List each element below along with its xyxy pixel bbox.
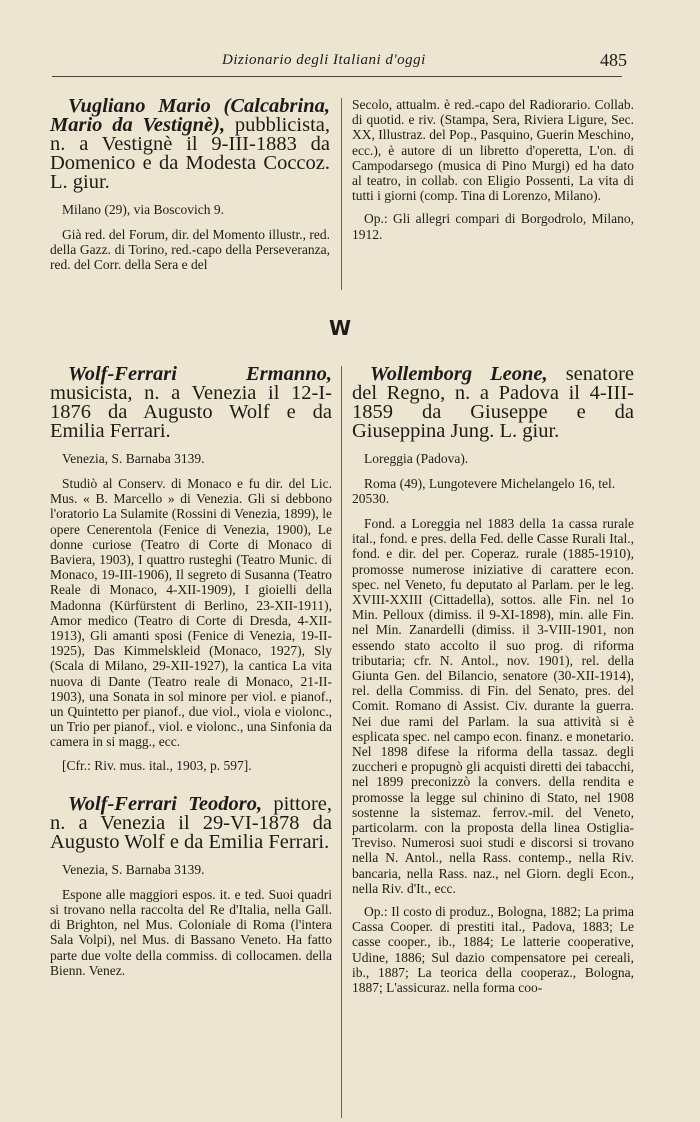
entry-works: Op.: Il costo di produz., Bologna, 1882; La prima Cassa Cooper. di prestiti ital., Padova, 1883; Le casse cooper., ib., 1884; Le latterie cooperative, Udine, 1886; Sul dazio compensatore pei cereali, ib., 1887; La teorica della cooperaz., Bologna, 1887; L'assicuraz. nella forma coo- bbox=[352, 904, 634, 996]
entry-vugliano-continued bbox=[352, 97, 634, 250]
entry-intro: senatore del Regno, n. a Padova il 4-III-1859 da Giuseppe e da Giuseppina Jung. L. giur. bbox=[352, 363, 634, 442]
entry-intro: pubblicista, n. a Vestignè il 9-III-1883 da Domenico e da Modesta Coccoz. L. giur. bbox=[50, 114, 330, 193]
entry-intro: pittore, n. a Venezia il 29-VI-1878 da Augusto Wolf e da Emilia Ferrari. bbox=[50, 792, 332, 853]
entry-body: Espone alle maggiori espos. it. e ted. Suoi quadri si trovano nella raccolta del Re d'Italia, nella Gall. di Brighton, nel Mus. Coloniale di Roma (l'intera Sala Volpi), nel Mus. di Bassano Veneto. Ha fatto parte due volte della commiss. di collocamen. della Bienn. Venez. bbox=[50, 886, 332, 978]
entry-heading bbox=[50, 365, 332, 441]
entry-address: Roma (49), Lungotevere Michelangelo 16, tel. 20530. bbox=[352, 476, 616, 506]
entry-name: Wolf-Ferrari Teodoro, bbox=[68, 792, 263, 815]
entry-address: Venezia, S. Barnaba 3139. bbox=[62, 451, 205, 466]
entry-wolf-ermanno bbox=[50, 365, 332, 773]
column-divider bbox=[341, 366, 342, 1118]
entry-heading bbox=[50, 792, 332, 853]
entry-address: Loreggia (Padova). bbox=[364, 451, 469, 466]
entry-body: Studiò al Conserv. di Monaco e fu dir. del Lic. Mus. « B. Marcello » di Venezia. Gli si debbono l'oratorio La Sulamite (Rossini di Venezia, 1899), le opere Cenerentola (Fenice di Venezia, 1900), Le donne curiose (Teatro di Corte di Monaco di Baviera, 1903), I quattro rusteghi (Teatro Munic. di Monaco, 19-III-1906), Il segreto di Susanna (Teatro Reale di Monaco, 4-XII-1909), I gioielli della Madonna (Kürfürstent di Berlino, 23-XII-1911), Amor medico (Teatro di Corte di Dresda, 4-XII-1913), Gli amanti sposi (Fenice di Venezia, 19-II-1925), Das Kimmelskleid (Monaco, 1927), Sly (Scala di Milano, 29-XII-1927), la cantica La vita nuova di Dante (Teatro reale di Monaco, 21-II-1903), una Sonata in sol minore per viol. e pianof., un Quintetto per pianof., due viol., viola e violonc., un Trio per pianof., viol. e violonc., una Sinfonia da camera in si magg., ecc. bbox=[50, 476, 332, 750]
running-head bbox=[0, 0, 700, 82]
column-divider bbox=[341, 98, 342, 290]
page-number: 485 bbox=[600, 50, 627, 70]
entry-body: Fond. a Loreggia nel 1883 della 1a cassa rurale ital., fond. e pres. della Fed. delle Casse Rurali Ital., fond. e dir. del per. Coperaz. rurale (1885-1910), promosse numerose iniziative di carattere econ. spec. nel Veneto, fu deputato al Parlam. per le leg. XVIII-XXIII (Cittadella), sottos. alle Fin. nel 1o Min. Pelloux (dimiss. il 9-XI-1898), min. alle Fin. nel Min. Zanardelli (dimiss. il 3-VIII-1901, non essendo stato accolto il suo prog. di riforma tributaria; cfr. N. Antol., nov. 1901), rel. della Giunta Gen. del Bilancio, senatore (30-XII-1914), rel. della Commiss. di Fin. del Senato, pres. del Comit. Romano di Assist. Civ. durante la guerra. Nei due rami del Parlam. la sua attività si è esplicata spec. nel campo econ. finanz. e monetario. Nel 1898 difese la riforma della tassaz. degli zuccheri e propugnò gli acquisti diretti dei tabacchi, nel 1899 preconizzò la convers. della rendita e promosse la legge sul chinino di Stato, nel 1908 sostenne la sistemaz. ferrov.-mil. del Veneto, particolarm. con la proposta della linea Ostiglia-Treviso. Numerosi suoi studi e discorsi si trovano nella N. Antol., nella Rass. contemp., nella Riv. bancaria, nella Rass. naz., nel Giorn. degli Econ., nella Riv. d'It., ecc. bbox=[352, 516, 634, 896]
entry-body: Già red. del Forum, dir. del Momento illustr., red. della Gazz. di Torino, red.-capo della Perseveranza, red. del Corr. della Sera e del bbox=[50, 227, 330, 273]
entry-address: Milano (29), via Boscovich 9. bbox=[62, 202, 224, 217]
entry-body-continued: Secolo, attualm. è red.-capo del Radiorario. Collab. di quotid. e riv. (Stampa, Sera, Riviera Ligure, Sec. XX, Illustraz. del Pop., Pasquino, Guerin Meschino, ecc.), è autore di un libretto d'operetta, L'on. di Campodarsego (musica di Pino Murgi) ed ha dato al teatro, in collab. con Eligio Possenti, La vita di tutti i giorni (comp. Tina di Lorenzo, Milano). bbox=[352, 97, 634, 204]
entry-vugliano bbox=[50, 97, 330, 281]
entry-wolf-teodoro bbox=[50, 792, 332, 978]
left-column bbox=[50, 365, 332, 986]
header-rule bbox=[52, 76, 622, 77]
entry-name: Vugliano Mario (Calcabrina, Mario da Vestignè), bbox=[50, 95, 330, 136]
running-head-title: Dizionario degli Italiani d'oggi bbox=[222, 52, 426, 68]
entry-heading bbox=[50, 97, 330, 192]
entry-works: Op.: Gli allegri compari di Borgodrolo, Milano, 1912. bbox=[352, 211, 634, 242]
entry-name: Wollemborg Leone, bbox=[370, 363, 548, 385]
entry-heading bbox=[352, 365, 634, 441]
entry-wollemborg bbox=[352, 365, 634, 1003]
entry-address: Venezia, S. Barnaba 3139. bbox=[62, 861, 205, 877]
entry-reference: [Cfr.: Riv. mus. ital., 1903, p. 597]. bbox=[62, 757, 252, 773]
entry-intro: musicista, n. a Venezia il 12-I-1876 da Augusto Wolf e da Emilia Ferrari. bbox=[50, 382, 332, 442]
entry-name: Wolf-Ferrari Ermanno, bbox=[68, 363, 332, 385]
section-letter: W bbox=[328, 316, 352, 340]
